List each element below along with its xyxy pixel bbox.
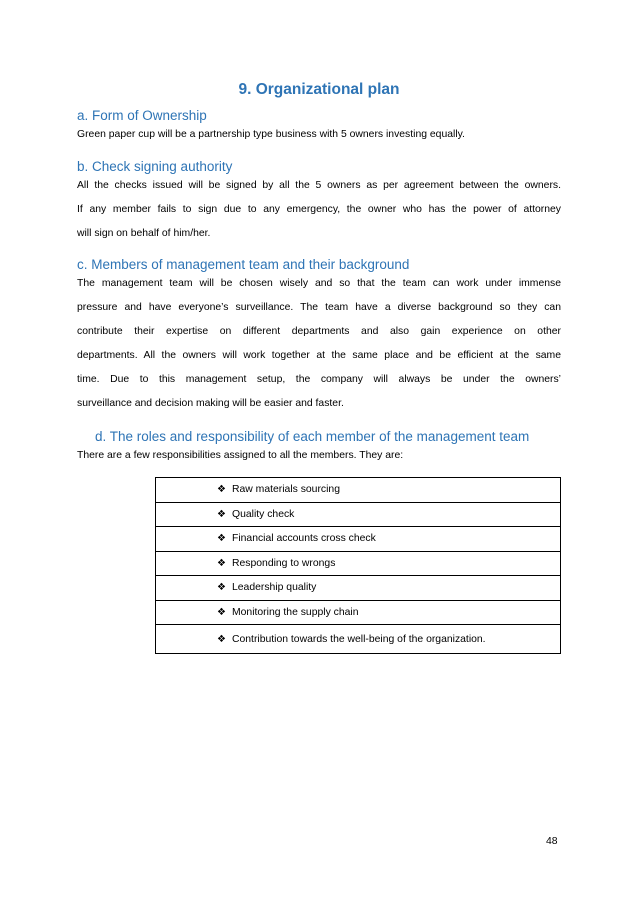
section-c-line: contribute their expertise on different departments and also gain experience on other	[77, 326, 561, 337]
section-a-text: Green paper cup will be a partnership type business with 5 owners investing equally.	[77, 129, 465, 140]
section-d-intro: There are a few responsibilities assigned to all the members. They are:	[77, 450, 404, 461]
responsibility-item: Monitoring the supply chain	[232, 606, 359, 618]
diamond-bullet-icon: ❖	[217, 484, 226, 496]
diamond-bullet-icon: ❖	[217, 533, 226, 545]
table-row	[156, 625, 561, 654]
section-b-line: If any member fails to sign due to any emergency, the owner who has the power of attorney	[77, 204, 561, 215]
table-row	[156, 551, 561, 576]
diamond-bullet-icon: ❖	[217, 508, 226, 520]
diamond-bullet-icon: ❖	[217, 557, 226, 569]
responsibility-item: Financial accounts cross check	[232, 533, 376, 545]
page-number: 48	[546, 836, 558, 847]
section-c-line: The management team will be chosen wisely and so that the team can work under immense	[77, 278, 561, 289]
diamond-bullet-icon: ❖	[217, 606, 226, 618]
responsibility-item: Raw materials sourcing	[232, 484, 340, 496]
section-c-heading: c. Members of management team and their background	[77, 257, 410, 272]
section-b-line: will sign on behalf of him/her.	[77, 228, 211, 239]
section-a-heading: a. Form of Ownership	[77, 108, 207, 123]
section-c-line: time. Due to this management setup, the company will always be under the owners’	[77, 374, 561, 385]
responsibility-item: Contribution towards the well-being of the organization.	[232, 633, 486, 645]
page-title: 9. Organizational plan	[238, 81, 400, 98]
section-c-line: departments. All the owners will work together at the same place and be efficient at the same	[77, 350, 561, 361]
diamond-bullet-icon: ❖	[217, 582, 226, 594]
table-row	[156, 527, 561, 552]
diamond-bullet-icon: ❖	[217, 633, 226, 645]
responsibility-item: Quality check	[232, 508, 295, 520]
table-row	[156, 502, 561, 527]
section-b-heading: b. Check signing authority	[77, 159, 233, 174]
table-row	[156, 576, 561, 601]
section-c-line: pressure and have everyone’s surveillance. The team have a diverse background so they can	[77, 302, 561, 313]
responsibilities-table	[155, 477, 561, 654]
responsibility-item: Leadership quality	[232, 582, 317, 594]
section-b-line: All the checks issued will be signed by all the 5 owners as per agreement between the owners.	[77, 180, 561, 191]
section-d-heading: d. The roles and responsibility of each member of the management team	[95, 429, 530, 444]
table-row	[156, 478, 561, 503]
table-row	[156, 600, 561, 625]
section-c-line: surveillance and decision making will be easier and faster.	[77, 398, 344, 409]
responsibility-item: Responding to wrongs	[232, 557, 336, 569]
